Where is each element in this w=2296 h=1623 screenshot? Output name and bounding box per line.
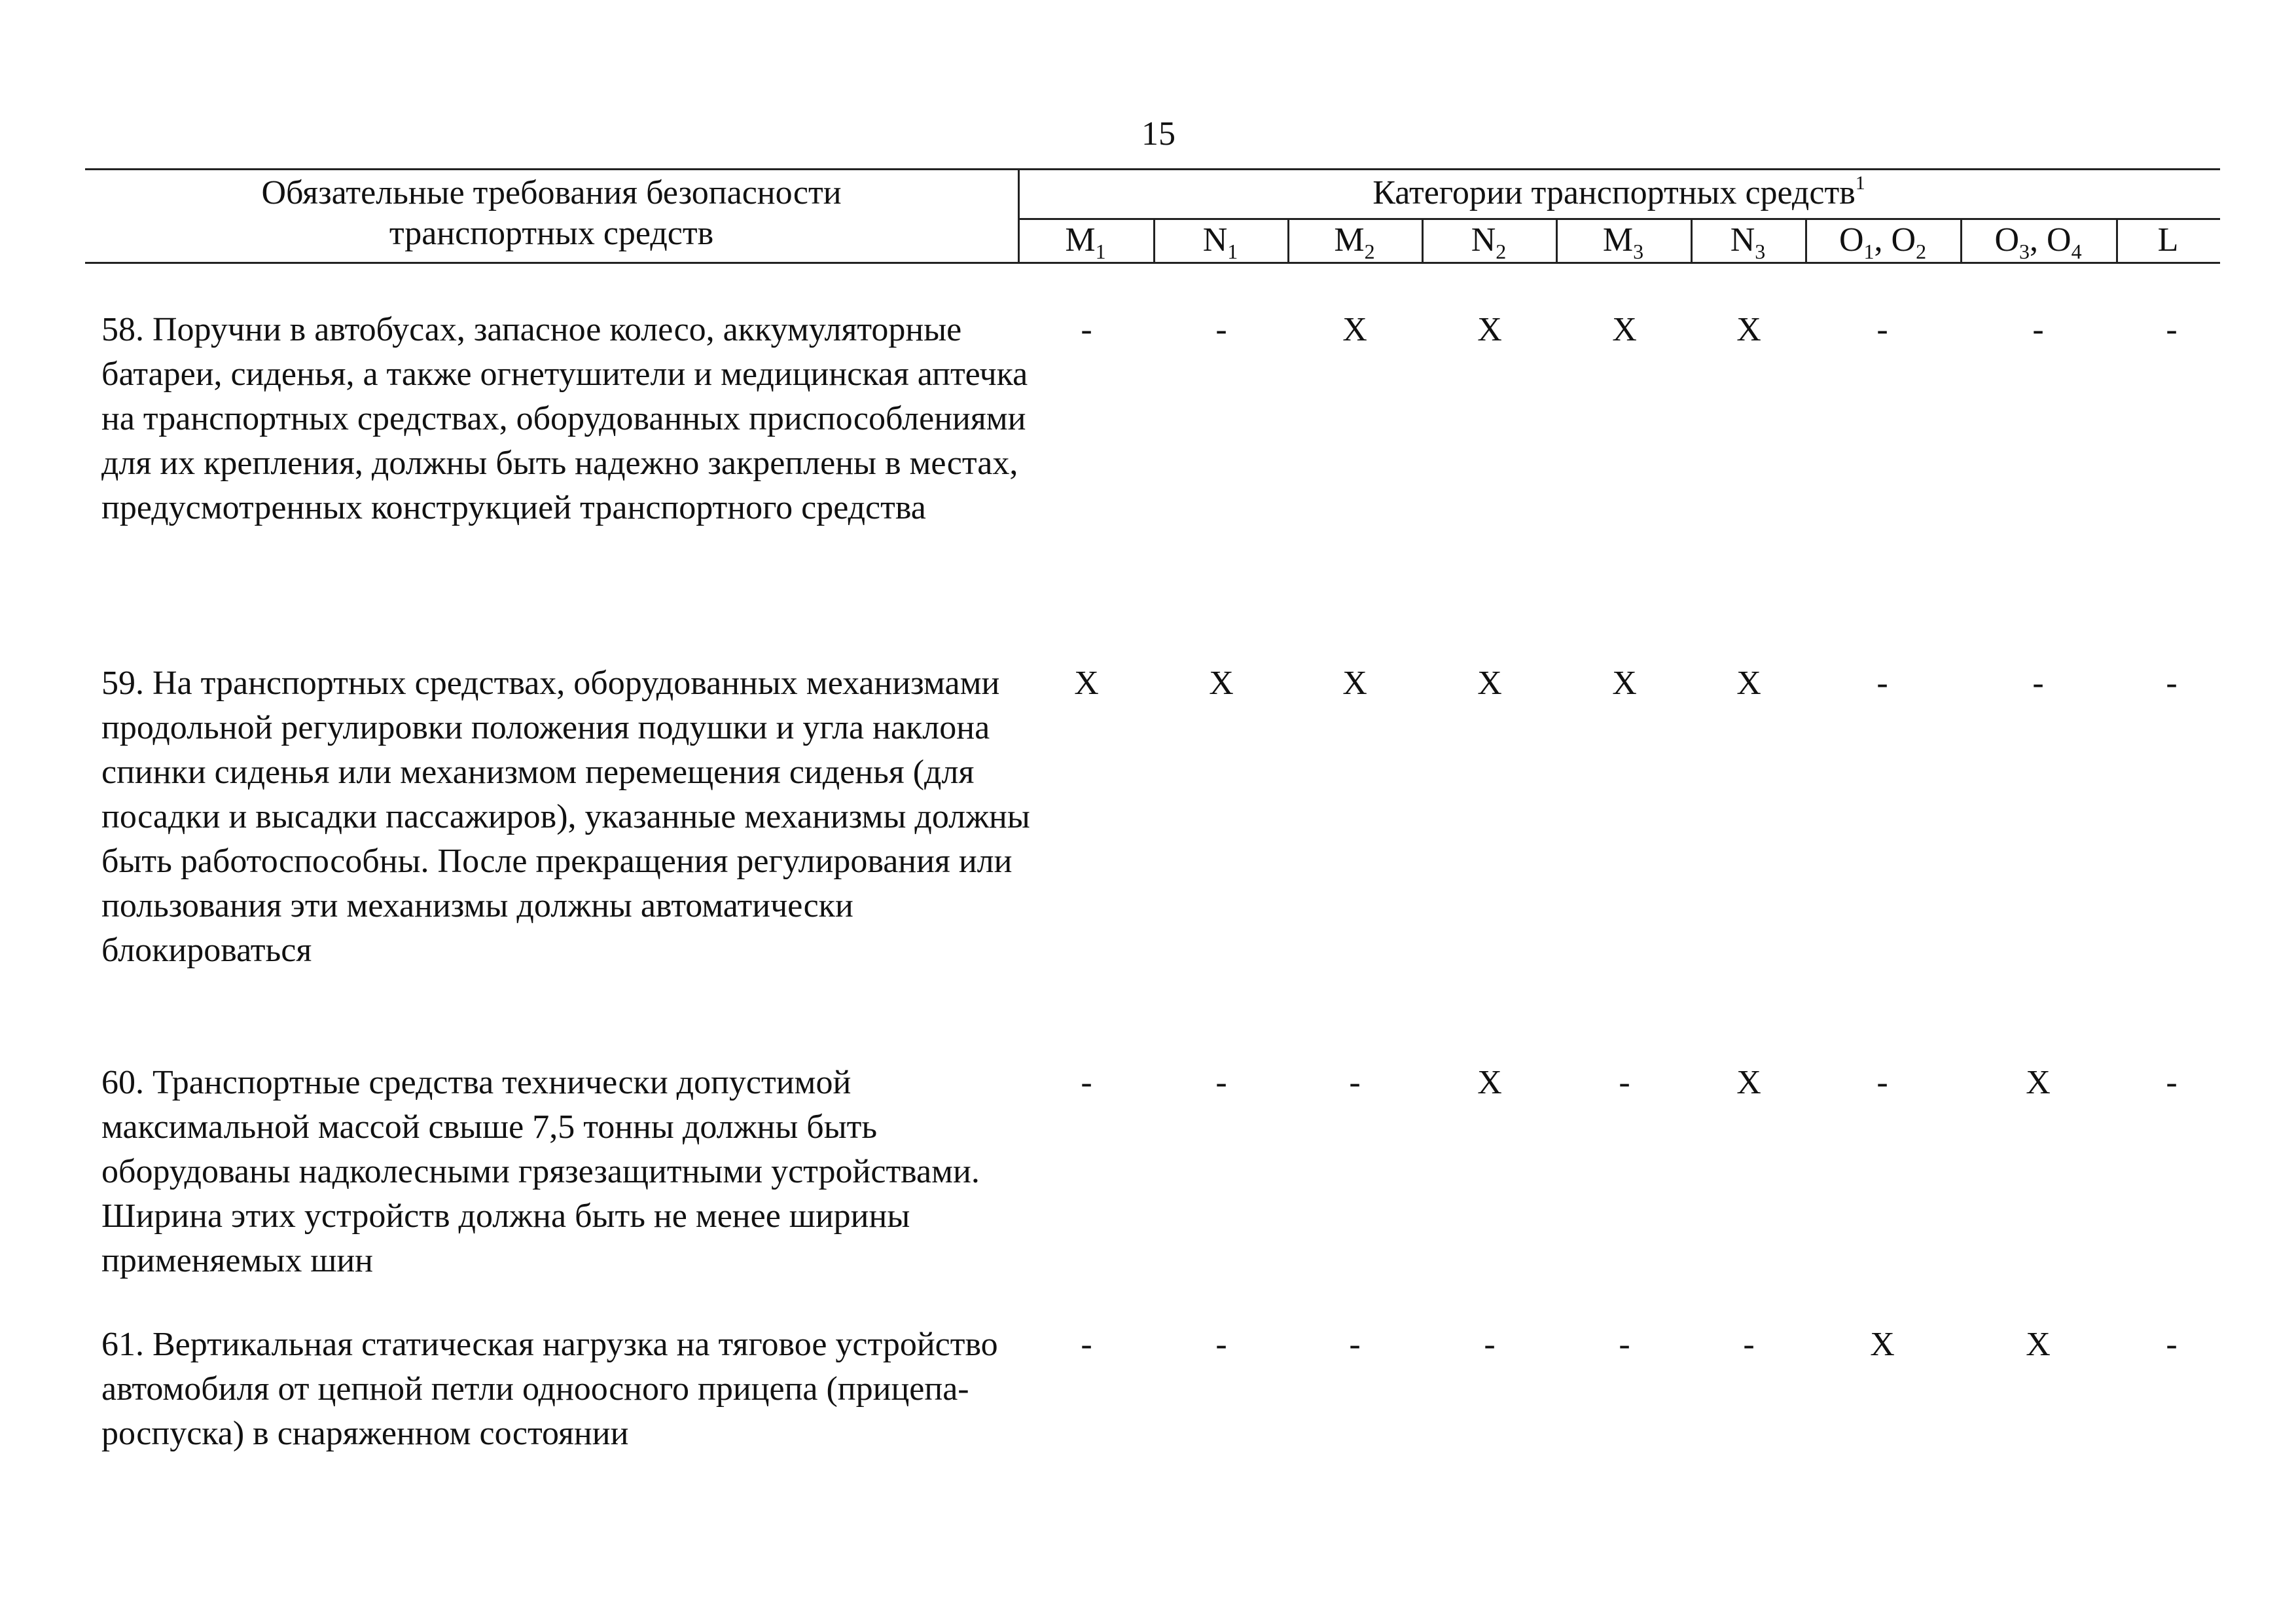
category-header-4 xyxy=(1556,219,1691,262)
applicability-mark: - xyxy=(1081,1064,1092,1101)
category-divider xyxy=(1805,218,1807,264)
applicability-mark: X xyxy=(1342,665,1367,702)
category-subscript: 1 xyxy=(1863,240,1874,263)
applicability-mark: - xyxy=(2032,665,2044,702)
category-subscript: 1 xyxy=(1095,240,1106,263)
requirements-title-line1: Обязательные требования безопасности xyxy=(261,174,842,211)
applicability-mark: X xyxy=(1736,311,1761,348)
category-subscript: 2 xyxy=(1364,240,1375,263)
category-letter: O xyxy=(1994,221,2019,259)
applicability-mark: X xyxy=(1342,311,1367,348)
applicability-mark: - xyxy=(2032,311,2044,348)
requirements-column-title xyxy=(85,173,1018,254)
applicability-mark: - xyxy=(1215,311,1227,348)
category-suffix: , O xyxy=(1874,221,1916,259)
applicability-mark: - xyxy=(2166,665,2178,702)
category-subscript: 1 xyxy=(1227,240,1238,263)
applicability-mark: - xyxy=(1876,665,1888,702)
category-header-7 xyxy=(1960,219,2116,262)
applicability-mark: X xyxy=(1074,665,1099,702)
category-header-5 xyxy=(1691,219,1805,262)
category-letter: M xyxy=(1602,221,1634,259)
category-divider xyxy=(1287,218,1289,264)
requirements-title-line2: транспортных средств xyxy=(389,215,714,252)
category-divider xyxy=(1556,218,1558,264)
applicability-mark: X xyxy=(1477,665,1502,702)
requirement-text: 60. Транспортные средства технически допустимой максимальной массой свыше 7,5 тонны должны быть оборудованы надколесными грязезащитными устройствами. Ширина этих устройств должна быть не менее ширины применяемых шин xyxy=(101,1064,980,1279)
category-header-0 xyxy=(1018,219,1153,262)
category-header-2 xyxy=(1287,219,1422,262)
page-number: 15 xyxy=(1141,115,1175,153)
applicability-mark: X xyxy=(1209,665,1234,702)
category-subscript-2: 2 xyxy=(1916,240,1927,263)
applicability-mark: - xyxy=(1484,1326,1496,1363)
applicability-mark: - xyxy=(1215,1064,1227,1101)
applicability-mark: - xyxy=(1081,311,1092,348)
applicability-mark: - xyxy=(1349,1326,1361,1363)
category-letter: M xyxy=(1334,221,1365,259)
table-header-bottom-rule xyxy=(85,262,2220,264)
category-divider xyxy=(1153,218,1155,264)
category-divider xyxy=(1422,218,1424,264)
applicability-mark: X xyxy=(1736,1064,1761,1101)
applicability-mark: - xyxy=(1743,1326,1755,1363)
category-letter: N xyxy=(1202,221,1228,259)
requirement-text: 58. Поручни в автобусах, запасное колесо, аккумуляторные батареи, сиденья, а также огнетушители и медицинская аптечка на транспортных средствах, оборудованных приспособлениями для их крепления, должны быть надежно закреплены в местах, предусмотренных конструкцией транспортного средства xyxy=(101,311,1028,526)
applicability-mark: - xyxy=(1619,1064,1630,1101)
applicability-mark: X xyxy=(1736,665,1761,702)
category-header-1 xyxy=(1153,219,1287,262)
category-subscript-2: 4 xyxy=(2071,240,2082,263)
applicability-mark: - xyxy=(1876,1064,1888,1101)
categories-footnote-mark: 1 xyxy=(1855,172,1865,194)
applicability-mark: - xyxy=(1215,1326,1227,1363)
applicability-mark: X xyxy=(1477,1064,1502,1101)
categories-column-title xyxy=(1018,173,2220,213)
categories-title-text: Категории транспортных средств xyxy=(1372,174,1856,211)
category-subscript: 3 xyxy=(1755,240,1766,263)
category-header-8 xyxy=(2116,219,2220,262)
category-subscript: 3 xyxy=(1633,240,1644,263)
category-letter: L xyxy=(2157,221,2179,259)
applicability-mark: - xyxy=(2166,1064,2178,1101)
category-letter: M xyxy=(1065,221,1096,259)
category-divider xyxy=(1691,218,1693,264)
applicability-mark: - xyxy=(2166,311,2178,348)
applicability-mark: X xyxy=(1870,1326,1895,1363)
category-header-6 xyxy=(1805,219,1960,262)
category-header-3 xyxy=(1422,219,1556,262)
applicability-mark: X xyxy=(1477,311,1502,348)
requirement-text: 59. На транспортных средствах, оборудованных механизмами продольной регулировки положения подушки и угла наклона спинки сиденья или механизмом перемещения сиденья (для посадки и высадки пассажиров), указанные механизмы должны быть работоспособны. После прекращения регулирования или пользования эти механизмы должны автоматически блокироваться xyxy=(101,665,1030,969)
requirement-text: 61. Вертикальная статическая нагрузка на тяговое устройство автомобиля от цепной петли одноосного прицепа (прицепа-роспуска) в снаряженном состоянии xyxy=(101,1326,998,1452)
category-letter: O xyxy=(1839,221,1864,259)
category-subscript: 3 xyxy=(2019,240,2030,263)
applicability-mark: - xyxy=(2166,1326,2178,1363)
category-divider xyxy=(2116,218,2118,264)
applicability-mark: - xyxy=(1876,311,1888,348)
category-subscript: 2 xyxy=(1496,240,1507,263)
applicability-mark: X xyxy=(2026,1326,2051,1363)
applicability-mark: - xyxy=(1619,1326,1630,1363)
applicability-mark: - xyxy=(1349,1064,1361,1101)
category-letter: N xyxy=(1471,221,1496,259)
category-letter: N xyxy=(1730,221,1755,259)
table-top-rule xyxy=(85,168,2220,170)
applicability-mark: X xyxy=(1612,665,1637,702)
applicability-mark: X xyxy=(2026,1064,2051,1101)
applicability-mark: - xyxy=(1081,1326,1092,1363)
applicability-mark: X xyxy=(1612,311,1637,348)
category-divider xyxy=(1960,218,1962,264)
category-suffix: , O xyxy=(2030,221,2072,259)
